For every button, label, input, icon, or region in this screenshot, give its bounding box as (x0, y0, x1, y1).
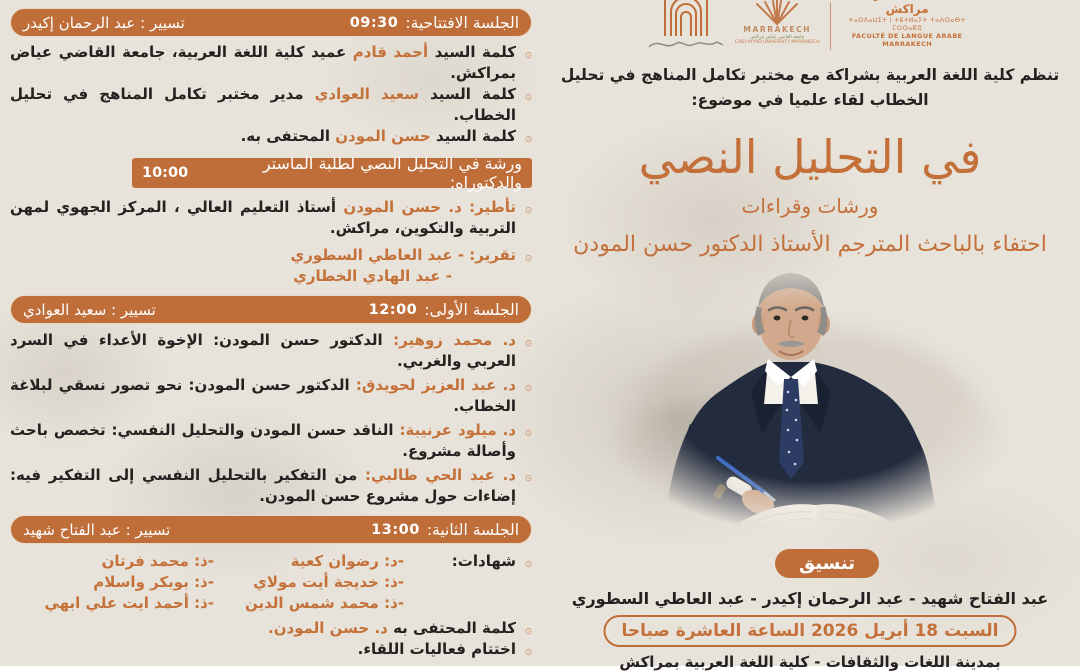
framing-label: تأطير: (469, 198, 516, 216)
event-title: في التحليل النصي (638, 129, 982, 184)
university-caption-en: CADI AYYAD UNIVERSITY MARRAKECH (734, 40, 820, 45)
faculty-name-fr: FACULTÉ DE LANGUE ARABE (851, 32, 963, 40)
arch-logo-icon (661, 0, 711, 36)
testimonies-label-wrap (404, 551, 532, 614)
item-text: كلمة السيد (430, 127, 516, 145)
framing-text: أستاذ التعليم العالي ، المركز الجهوي لمهن التربية والتكوين، مراكش. (10, 198, 516, 237)
workshop-report (10, 245, 532, 287)
opening-session-header (10, 8, 532, 37)
workshop-banner (132, 154, 532, 192)
item-text: الدكتور حسن المودن: نحو تصور نسقي لبلاغة الخطاب. (10, 376, 516, 415)
coordination-names: عبد الفتاح شهيد - عبد الرحمان إكيدر - عبد العاطي السطوري (571, 589, 1049, 608)
rosette-icon: ۞ (524, 424, 532, 438)
session-title-time (350, 14, 519, 32)
session-title: الجلسة الافتتاحية: (405, 13, 519, 32)
program-item (10, 420, 532, 462)
session-title-time (371, 521, 519, 539)
item-text: كلمة المحتفى به (387, 619, 516, 637)
rosette-icon: ۞ (524, 201, 532, 215)
testimony-name: -ذ: خديجة أيت مولاي (253, 573, 404, 591)
testimonies-block (10, 551, 532, 614)
program-item (10, 84, 532, 126)
session1-header (10, 295, 532, 324)
rosette-icon: ۞ (524, 46, 532, 60)
testimonies-col1 (214, 551, 404, 614)
university-logo-icon (751, 0, 803, 24)
program-item (10, 126, 532, 147)
lab-signature-icon (647, 36, 725, 52)
event-subtitle: ورشات وقراءات (741, 193, 879, 218)
speaker-name: د. ميلود عرنيبة: (399, 421, 516, 439)
speaker-name: د. حسن المودن. (268, 619, 388, 637)
speaker-name: د. عبد الحي طالبي: (365, 466, 516, 484)
testimony-name: -ذ: محمد فرتان (101, 552, 214, 570)
venue-line: بمدينة اللغات والثقافات - كلية اللغة العربية بمراكش (619, 653, 1001, 671)
workshop-time: 10:00 (142, 165, 189, 181)
testimony-name: -ذ: محمد شمس الدين (245, 594, 404, 612)
session1-items (10, 330, 532, 507)
university-logo-block (735, 0, 820, 45)
item-text: الناقد حسن المودن والتحليل النفسي: تخصص باحث وأصالة مشروع. (10, 421, 516, 460)
testimonies-col2 (24, 551, 214, 614)
session-title: الجلسة الثانية: (426, 520, 519, 539)
item-text: من التفكير بالتحليل النفسي إلى التفكير فيه: إضاءات حول مشروع حسن المودن. (10, 466, 516, 505)
testimony-name: -د: رضوان كعية (290, 552, 404, 570)
speaker-name: د. محمد زوهير: (393, 331, 516, 349)
session-title: الجلسة الأولى: (424, 300, 519, 319)
report-name: - عبد الهادي الخطاري (293, 267, 452, 285)
workshop-title: ورشة في التحليل النصي لطلبة الماستر والدكتوراه: (262, 154, 522, 192)
rosette-icon: ۞ (524, 130, 532, 144)
framing-name: د. حسن المودن (336, 198, 470, 216)
university-name: MARRAKECH (743, 25, 812, 34)
honoree-word-item (10, 618, 532, 639)
testimony-name: -ذ: بوبكر واسلام (93, 573, 214, 591)
rosette-icon: ۞ (524, 469, 532, 483)
rosette-icon: ۞ (524, 88, 532, 102)
item-text: الدكتور حسن المودن: الإخوة الأعداء في السرد العربي والغربي. (10, 331, 516, 370)
rosette-icon: ۞ (524, 379, 532, 393)
session-chair: تسيير : عبد الرحمان إكيدر (23, 13, 185, 32)
item-text: عميد كلية اللغة العربية، جامعة القاضي عياض بمراكش. (10, 43, 516, 82)
program-item (10, 375, 532, 417)
honoree-line: احتفاء بالباحث المترجم الأستاذ الدكتور حسن المودن (573, 231, 1047, 257)
logos-row (540, 0, 1080, 58)
item-text: اختتام فعاليات اللقاء. (357, 640, 516, 658)
faculty-text-block (841, 0, 973, 48)
testimony-name: -ذ: أحمد ايت علي ابهي (44, 594, 214, 612)
coordination-badge: تنسيق (775, 549, 879, 578)
rosette-icon: ۞ (524, 622, 532, 636)
faculty-city-tifinagh: ⵎⵔⵔⴰⴽⵛ (892, 24, 922, 32)
honoree-photo (590, 262, 1030, 562)
rosette-icon: ۞ (524, 334, 532, 348)
session-time: 12:00 (368, 301, 418, 318)
item-text: كلمة السيد (428, 43, 516, 61)
program-item (10, 42, 532, 84)
report-label: تقرير: (469, 246, 516, 264)
logo-divider (830, 2, 832, 50)
workshop-framing (10, 197, 532, 239)
session-title-time (369, 301, 519, 319)
closing-item (10, 639, 532, 660)
session-chair: تسيير : عبد الفتاح شهيد (23, 520, 171, 539)
speaker-name: حسن المودن (335, 127, 431, 145)
faculty-city-ar: مراكش (885, 2, 929, 16)
session-time: 09:30 (349, 14, 399, 31)
faculty-city-fr: MARRAKECH (882, 40, 933, 48)
honoree-portrait-illustration (590, 262, 1030, 562)
session-time: 13:00 (371, 521, 420, 538)
program-item (10, 465, 532, 507)
closing-items (10, 618, 532, 660)
program-column (0, 0, 540, 666)
session-chair: تسيير : سعيد العوادي (23, 300, 156, 319)
speaker-name: د. عبد العزيز لحويدق: (355, 376, 517, 394)
speaker-name: أحمد قادم (352, 43, 429, 61)
rosette-icon: ۞ (524, 555, 532, 569)
university-caption-ar: جامعة القاضي عياض مراكش (750, 35, 805, 40)
session2-header (10, 515, 532, 544)
intro-text: تنظم كلية اللغة العربية بشراكة مع مختبر تكامل المناهج في تحليل الخطاب لقاء علميا في موضوع: (560, 66, 1060, 109)
item-text: المحتفى به. (240, 127, 336, 145)
lab-logo-block (647, 0, 725, 52)
rosette-icon: ۞ (524, 249, 532, 263)
testimonies-label: شهادات: (451, 552, 516, 570)
program-item (10, 330, 532, 372)
date-time-pill: السبت 18 أبريل 2026 الساعة العاشرة صباحا (603, 615, 1016, 647)
report-name: - عبد العاطي السطوري (290, 246, 470, 264)
faculty-name-tifinagh: ⵜⴰⵙⴷⴰⵡⵉⵜ ⵏ ⵜⵓⵜⵍⴰⵢⵜ ⵜⴰⵄⵔⴰⴱⵜ (848, 17, 966, 24)
speaker-name: سعيد العوادي (314, 85, 419, 103)
rosette-icon: ۞ (524, 643, 532, 657)
item-text: كلمة السيد (418, 85, 516, 103)
item-text: مدير مختبر تكامل المناهج في تحليل الخطاب. (10, 85, 516, 124)
main-column (540, 0, 1080, 671)
opening-items (10, 42, 532, 147)
